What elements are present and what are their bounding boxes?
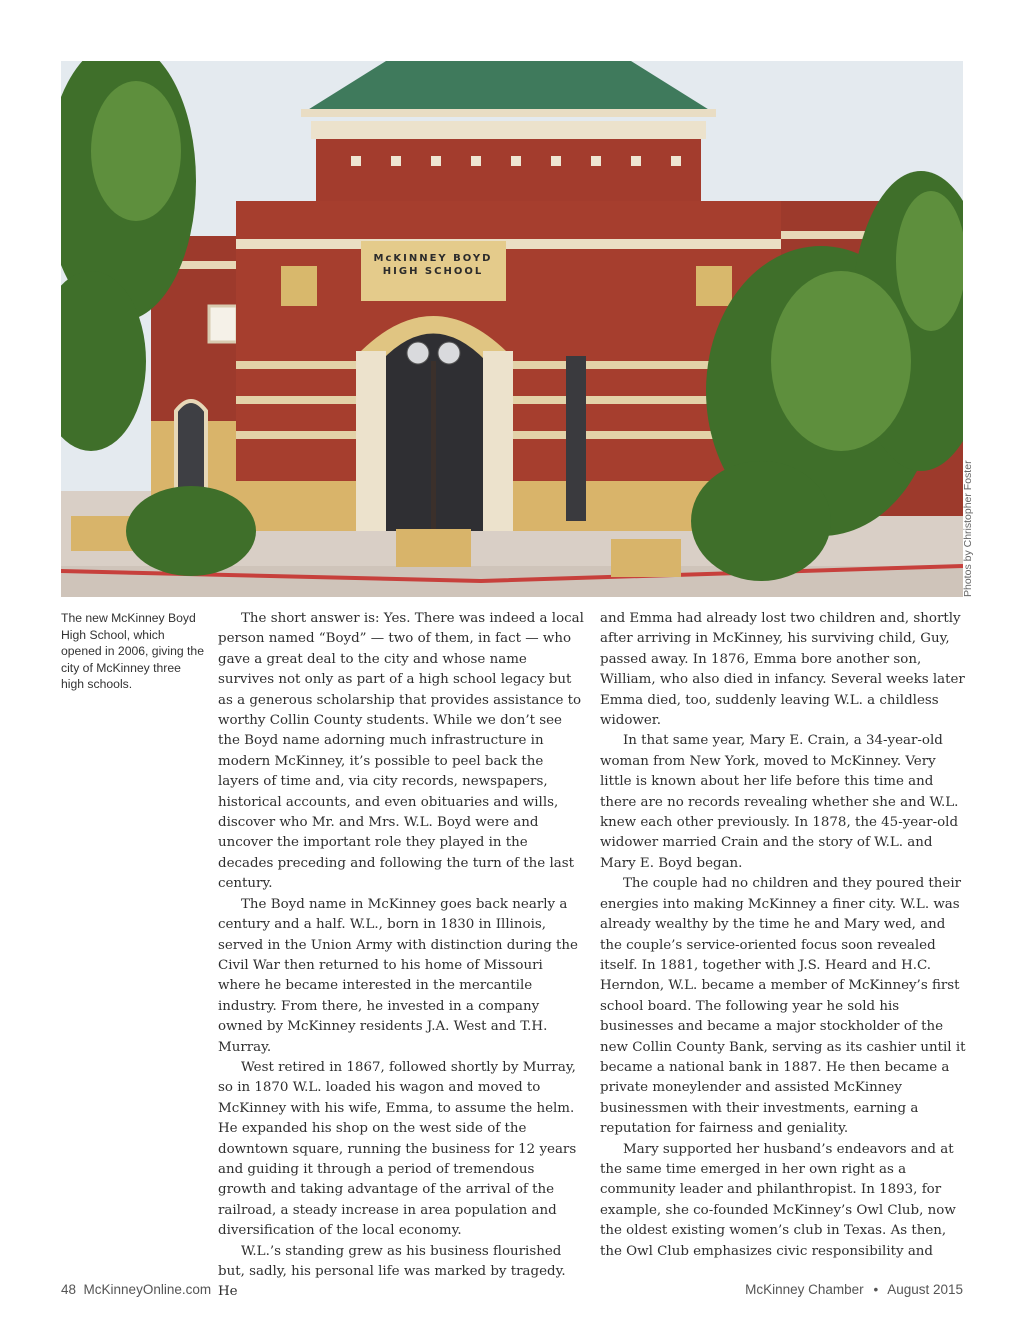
paragraph: and Emma had already lost two children and, shortly after arriving in McKinney, his surviving child, Guy, passed away. In 1876, Emma bore another son, William, who also died in infancy. Several weeks later Emma died, too, suddenly leaving W.L. a childless widower. <box>600 611 965 729</box>
paragraph: The Boyd name in McKinney goes back nearly a century and a half. W.L., born in 1830 in Illinois, served in the Union Army with distinction during the Civil War then returned to his home of Missouri where he became interested in the mercantile industry. From there, he invested in a company owned by McKinney residents J.A. West and T.H. Murray. <box>218 896 578 1055</box>
issue-date: August 2015 <box>887 1282 963 1297</box>
paragraph: Mary supported her husband’s endeavors and at the same time emerged in her own right as a community leader and philanthropist. In 1893, for example, she co-founded McKinney’s Owl Club, now the oldest existing women’s club in Texas. As then, the Owl Club emphasizes civic responsibility and <box>600 1141 956 1259</box>
paragraph: The couple had no children and they poured their energies into making McKinney a finer city. W.L. was already wealthy by the time he and Mary wed, and the couple’s service-oriented focus soon revealed itself. In 1881, together with J.S. Heard and H.C. Herndon, W.L. became a member of McKinney’s first school board. The following year he sold his businesses and became a major stockholder of the new Collin County Bank, serving as its cashier until it became a national bank in 1887. He then became a private moneylender and assisted McKinney businessmen with their investments, earning a reputation for fairness and geniality. <box>600 876 966 1137</box>
footer-right <box>745 1282 963 1297</box>
paragraph: W.L.’s standing grew as his business flourished but, sadly, his personal life was marked by tragedy. He <box>218 1243 566 1300</box>
photo-credit: Photos by Christopher Foster <box>962 460 974 597</box>
paragraph: West retired in 1867, followed shortly by Murray, so in 1870 W.L. loaded his wagon and moved to McKinney with his wife, Emma, to assume the helm. He expanded his shop on the west side of the downtown square, running the business for 12 years and guiding it through a period of tremendous growth and taking advantage of the arrival of the railroad, a steady increase in area population and diversification of the local economy. <box>218 1059 577 1239</box>
site-name: McKinneyOnline.com <box>83 1282 212 1297</box>
publication-name: McKinney Chamber <box>745 1282 864 1297</box>
sign-line-2: HIGH SCHOOL <box>382 266 484 277</box>
footer-left <box>61 1282 211 1297</box>
article-column-2 <box>600 609 966 1262</box>
sign-line-1: McKINNEY BOYD <box>373 253 493 264</box>
page-number: 48 <box>61 1282 77 1297</box>
article-column-1 <box>218 609 584 1303</box>
school-photo <box>61 61 963 597</box>
photo-caption: The new McKinney Boyd High School, which opened in 2006, giving the city of McKinney three high schools. <box>61 611 204 692</box>
paragraph: The short answer is: Yes. There was indeed a local person named “Boyd” — two of them, in fact — who gave a great deal to the city and whose name survives not only as part of a high school legacy but as a generous scholarship that provides assistance to worthy Collin County students. While we don’t see the Boyd name adorning much infrastructure in modern McKinney, it’s possible to peel back the layers of time and, via city records, newspapers, historical accounts, and even obituaries and wills, discover who Mr. and Mrs. W.L. Boyd were and uncover the important role they played in the decades preceding and following the turn of the last century. <box>218 611 584 892</box>
paragraph: In that same year, Mary E. Crain, a 34-year-old woman from New York, moved to McKinney. Very little is known about her life before this time and there are no records revealing whether she and W.L. knew each other previously. In 1878, the 45-year-old widower married Crain and the story of W.L. and Mary E. Boyd began. <box>600 733 959 871</box>
footer-bullet: • <box>873 1282 879 1297</box>
